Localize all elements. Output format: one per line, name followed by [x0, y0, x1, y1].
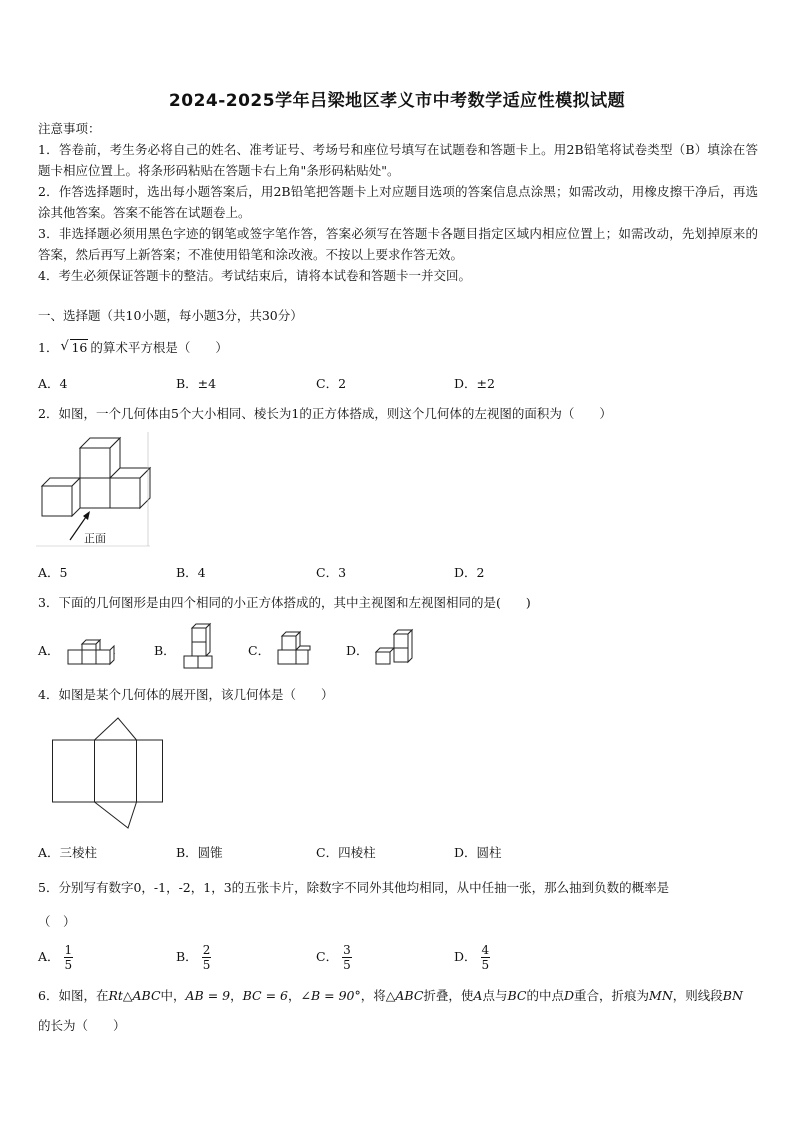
fraction	[481, 943, 491, 972]
option-a: A．三棱柱	[38, 845, 98, 860]
option-a: A．4	[38, 376, 68, 391]
question-3-stem: 3．下面的几何图形是由四个相同的小正方体搭成的，其中主视图和左视图相同的是( )	[38, 595, 531, 610]
text: ，则线段	[672, 988, 723, 1003]
text: 重合，折痕为	[574, 988, 650, 1003]
question-1	[38, 338, 228, 358]
notice-item-2: 2．作答选择题时，选出每小题答案后，用2B铅笔把答题卡上对应题目选项的答案信息点涂黑；如需改动，用橡皮擦干净后，再选涂其他答案。答案不能答在试题卷上。	[38, 184, 758, 220]
text: 折叠，使	[423, 988, 474, 1003]
segment-name: BN	[722, 988, 743, 1003]
segment-name: MN	[649, 988, 673, 1003]
option-c-figure	[276, 630, 312, 668]
question-6-line-1	[38, 986, 743, 1006]
text: 中，	[160, 988, 186, 1003]
text: ，	[288, 988, 301, 1003]
text: ，将	[360, 988, 386, 1003]
option-b-label: B．	[154, 643, 176, 658]
notice-item-1: 1．答卷前，考生务必将自己的姓名、准考证号、考场号和座位号填写在试题卷和答题卡上。用2B铅笔将试卷类型（B）填涂在答题卡相应位置上。将条形码粘贴在答题卡右上角"条形码粘贴处"。	[38, 142, 758, 178]
numerator: 4	[481, 943, 490, 957]
question-4-stem: 4．如图是某个几何体的展开图，该几何体是（ ）	[38, 687, 334, 702]
option-d: D．圆柱	[454, 845, 502, 860]
notice-item-4: 4．考生必须保证答题卡的整洁。考试结束后，请将本试卷和答题卡一并交回。	[38, 268, 471, 283]
option-c: C．3	[316, 565, 347, 580]
equation: BC = 6	[242, 988, 288, 1003]
option-b: B．4	[176, 565, 206, 580]
question-5-stem: 5．分别写有数字0，-1，-2，1，3的五张卡片，除数字不同外其他均相同，从中任抽一张，那么抽到负数的概率是	[38, 880, 670, 895]
text: 的中点	[526, 988, 564, 1003]
numerator: 2	[202, 943, 211, 957]
option-b: B．±4	[176, 376, 217, 391]
denominator: 5	[202, 958, 211, 972]
option-d	[454, 943, 490, 972]
triangle-name: Rt△ABC	[108, 988, 161, 1003]
point-name: A	[473, 988, 483, 1003]
text: 点与	[482, 988, 508, 1003]
option-d: D．±2	[454, 376, 495, 391]
fraction	[202, 943, 212, 972]
option-b	[176, 943, 211, 972]
notice-heading: 注意事项：	[38, 121, 101, 136]
equation: AB = 9	[185, 988, 231, 1003]
option-label: A．	[38, 949, 60, 964]
option-c	[316, 943, 352, 972]
notice-item-3: 3．非选择题必须用黑色字迹的钢笔或签字笔作答，答案必须写在答题卡各题目指定区域内相应位置上；如需改动，先划掉原来的答案，然后再写上新答案；不准使用铅笔和涂改液。不按以上要求作答无效。	[38, 226, 758, 262]
net-figure	[52, 716, 164, 830]
option-d: D．2	[454, 565, 485, 580]
option-label: C．	[316, 949, 339, 964]
option-a-label: A．	[38, 643, 60, 658]
question-stem: 的算术平方根是（ ）	[90, 340, 228, 355]
square-root	[60, 338, 88, 358]
front-label: 正面	[84, 532, 106, 545]
option-a: A．5	[38, 565, 68, 580]
segment-name: BC	[507, 988, 527, 1003]
denominator: 5	[343, 958, 351, 972]
section-heading: 一、选择题（共10小题，每小题3分，共30分）	[38, 308, 303, 323]
question-6-line-2: 的长为（ ）	[38, 1018, 126, 1033]
option-c: C．四棱柱	[316, 845, 376, 860]
option-d-figure	[374, 628, 414, 668]
denominator: 5	[481, 958, 490, 972]
option-d-label: D．	[346, 643, 369, 658]
equation: ∠B = 90°	[300, 988, 361, 1003]
triangle-name: △ABC	[385, 988, 424, 1003]
option-label: B．	[176, 949, 198, 964]
text: ，	[230, 988, 243, 1003]
numerator: 1	[64, 943, 73, 957]
radicand: 16	[71, 340, 88, 355]
option-c: C．2	[316, 376, 347, 391]
numerator: 3	[343, 943, 351, 957]
fraction	[64, 943, 74, 972]
question-5-stem-end: （ ）	[38, 914, 76, 929]
question-number: 1．	[38, 340, 59, 355]
option-c-label: C．	[248, 643, 271, 658]
option-b-figure	[182, 622, 218, 670]
option-a	[38, 943, 73, 972]
point-name: D	[563, 988, 574, 1003]
text: 6．如图，在	[38, 988, 109, 1003]
question-2-stem: 2．如图，一个几何体由5个大小相同、棱长为1的正方体搭成，则这个几何体的左视图的面积为（ ）	[38, 406, 612, 421]
option-b: B．圆锥	[176, 845, 223, 860]
option-a-figure	[68, 630, 120, 666]
denominator: 5	[64, 958, 73, 972]
option-label: D．	[454, 949, 477, 964]
page-title: 2024-2025学年吕梁地区孝义市中考数学适应性模拟试题	[168, 91, 626, 111]
fraction	[342, 943, 352, 972]
